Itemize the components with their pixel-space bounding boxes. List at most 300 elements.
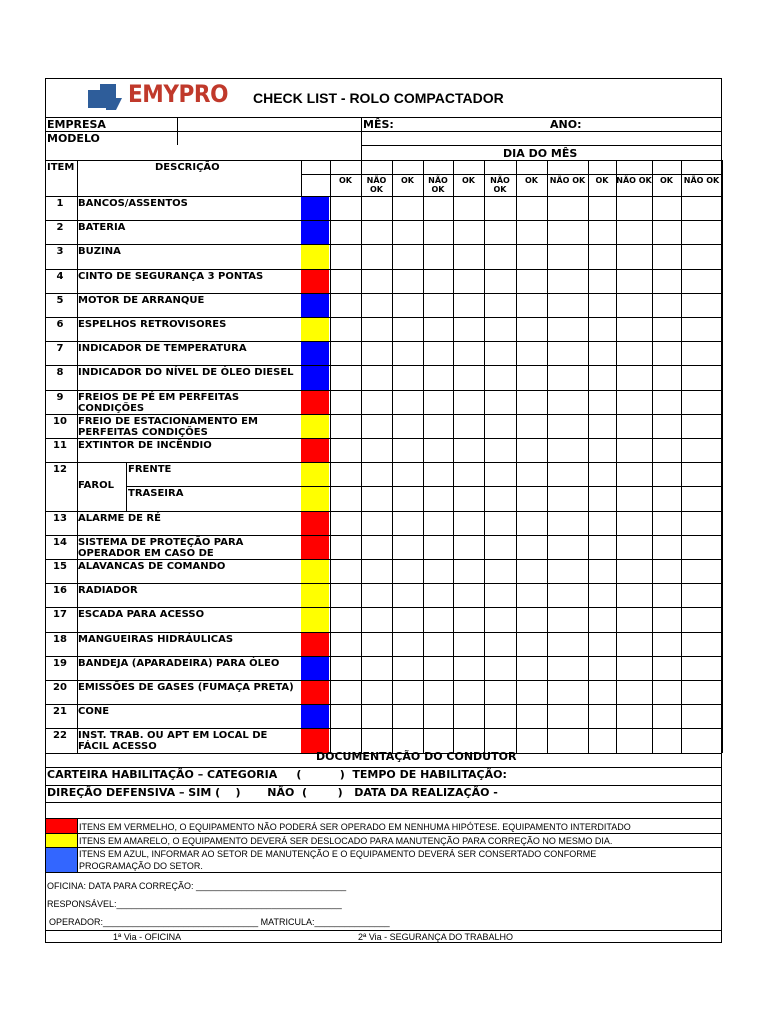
check-cell[interactable] (454, 245, 483, 267)
check-cell[interactable] (454, 536, 483, 558)
check-cell[interactable] (517, 366, 546, 388)
check-cell[interactable] (485, 245, 515, 267)
check-cell[interactable] (682, 560, 721, 582)
check-cell[interactable] (589, 318, 615, 340)
check-cell[interactable] (424, 681, 452, 703)
check-cell[interactable] (393, 197, 422, 219)
check-cell[interactable] (653, 342, 680, 364)
check-cell[interactable] (331, 294, 360, 316)
check-cell[interactable] (393, 270, 422, 292)
item-number: 21 (53, 706, 67, 718)
check-cell[interactable] (617, 633, 651, 655)
check-cell[interactable] (362, 245, 391, 267)
legend-yellow-swatch (46, 834, 77, 847)
check-cell[interactable] (424, 657, 452, 679)
check-cell[interactable] (485, 512, 515, 534)
check-cell[interactable] (682, 536, 721, 558)
check-cell[interactable] (485, 318, 515, 340)
check-cell[interactable] (548, 584, 587, 606)
check-cell[interactable] (589, 633, 615, 655)
check-cell[interactable] (485, 729, 515, 751)
check-cell[interactable] (485, 294, 515, 316)
check-cell[interactable] (682, 318, 721, 340)
check-cell[interactable] (331, 584, 360, 606)
check-cell[interactable] (653, 245, 680, 267)
check-cell[interactable] (424, 366, 452, 388)
check-cell[interactable] (548, 657, 587, 679)
item-number: 13 (53, 512, 67, 524)
check-cell[interactable] (682, 512, 721, 534)
check-cell[interactable] (331, 487, 360, 509)
check-cell[interactable] (589, 487, 615, 509)
check-cell[interactable] (617, 584, 651, 606)
check-cell[interactable] (682, 463, 721, 485)
check-cell[interactable] (485, 415, 515, 437)
check-cell[interactable] (682, 608, 721, 630)
check-cell[interactable] (548, 221, 587, 243)
check-cell[interactable] (485, 463, 515, 485)
operador-field[interactable]: OPERADOR:_______________________________ MATRICULA:_______________ (49, 917, 390, 927)
check-cell[interactable] (682, 487, 721, 509)
check-cell[interactable] (617, 729, 651, 751)
check-cell[interactable] (485, 681, 515, 703)
check-cell[interactable] (517, 463, 546, 485)
check-cell[interactable] (682, 657, 721, 679)
check-cell[interactable] (617, 366, 651, 388)
check-cell[interactable] (653, 318, 680, 340)
check-cell[interactable] (617, 512, 651, 534)
check-cell[interactable] (485, 584, 515, 606)
check-cell[interactable] (393, 391, 422, 413)
check-cell[interactable] (485, 657, 515, 679)
check-cell[interactable] (331, 245, 360, 267)
check-cell[interactable] (517, 197, 546, 219)
check-cell[interactable] (485, 560, 515, 582)
check-cell[interactable] (454, 342, 483, 364)
check-cell[interactable] (617, 245, 651, 267)
check-cell[interactable] (424, 318, 452, 340)
check-cell[interactable] (548, 536, 587, 558)
check-cell[interactable] (362, 415, 391, 437)
severity-swatch (301, 342, 329, 365)
check-cell[interactable] (393, 342, 422, 364)
check-cell[interactable] (331, 536, 360, 558)
check-cell[interactable] (362, 584, 391, 606)
check-cell[interactable] (653, 657, 680, 679)
check-cell[interactable] (454, 560, 483, 582)
check-cell[interactable] (548, 197, 587, 219)
check-cell[interactable] (454, 705, 483, 727)
check-cell[interactable] (331, 342, 360, 364)
check-cell[interactable] (548, 391, 587, 413)
check-cell[interactable] (331, 705, 360, 727)
check-cell[interactable] (617, 270, 651, 292)
check-cell[interactable] (548, 633, 587, 655)
check-cell[interactable] (617, 487, 651, 509)
check-cell[interactable] (653, 197, 680, 219)
check-cell[interactable] (485, 487, 515, 509)
check-cell[interactable] (653, 270, 680, 292)
check-cell[interactable] (589, 681, 615, 703)
check-cell[interactable] (517, 584, 546, 606)
check-cell[interactable] (424, 560, 452, 582)
check-cell[interactable] (548, 729, 587, 751)
check-cell[interactable] (617, 294, 651, 316)
check-cell[interactable] (517, 221, 546, 243)
check-cell[interactable] (362, 657, 391, 679)
day-column-header: NÃO OK (616, 176, 652, 185)
check-cell[interactable] (653, 729, 680, 751)
direcao-defensiva-line: DIREÇÃO DEFENSIVA – SIM ( ) NÃO ( ) DATA DA REALIZAÇÃO - (47, 786, 498, 799)
day-column-header: OK (525, 176, 538, 185)
check-cell[interactable] (424, 391, 452, 413)
check-cell[interactable] (682, 391, 721, 413)
check-cell[interactable] (548, 487, 587, 509)
check-cell[interactable] (589, 657, 615, 679)
item-sub-description: FRENTE (128, 464, 172, 476)
check-cell[interactable] (331, 633, 360, 655)
check-cell[interactable] (682, 270, 721, 292)
check-cell[interactable] (682, 584, 721, 606)
check-cell[interactable] (424, 270, 452, 292)
check-cell[interactable] (454, 439, 483, 461)
check-cell[interactable] (454, 270, 483, 292)
check-cell[interactable] (454, 197, 483, 219)
check-cell[interactable] (485, 705, 515, 727)
check-cell[interactable] (393, 681, 422, 703)
check-cell[interactable] (454, 294, 483, 316)
check-cell[interactable] (424, 584, 452, 606)
check-cell[interactable] (617, 681, 651, 703)
check-cell[interactable] (424, 487, 452, 509)
day-column-header: NÃO OK (549, 176, 586, 185)
check-cell[interactable] (362, 560, 391, 582)
item-description: BANCOS/ASSENTOS (78, 198, 188, 209)
check-cell[interactable] (362, 221, 391, 243)
check-cell[interactable] (393, 366, 422, 388)
check-cell[interactable] (362, 463, 391, 485)
check-cell[interactable] (393, 415, 422, 437)
check-cell[interactable] (548, 366, 587, 388)
check-cell[interactable] (517, 415, 546, 437)
check-cell[interactable] (617, 439, 651, 461)
check-cell[interactable] (485, 270, 515, 292)
check-cell[interactable] (393, 294, 422, 316)
check-cell[interactable] (331, 439, 360, 461)
check-cell[interactable] (682, 221, 721, 243)
severity-swatch (301, 366, 329, 389)
check-cell[interactable] (548, 245, 587, 267)
check-cell[interactable] (548, 294, 587, 316)
check-cell[interactable] (331, 197, 360, 219)
responsavel-field[interactable]: RESPONSÁVEL:_____________________________________________ (47, 899, 342, 909)
check-cell[interactable] (517, 560, 546, 582)
check-cell[interactable] (517, 536, 546, 558)
check-cell[interactable] (589, 197, 615, 219)
check-cell[interactable] (548, 463, 587, 485)
check-cell[interactable] (617, 415, 651, 437)
check-cell[interactable] (517, 294, 546, 316)
check-cell[interactable] (362, 536, 391, 558)
check-cell[interactable] (331, 415, 360, 437)
check-cell[interactable] (589, 705, 615, 727)
check-cell[interactable] (454, 608, 483, 630)
check-cell[interactable] (653, 536, 680, 558)
check-cell[interactable] (393, 705, 422, 727)
check-cell[interactable] (548, 415, 587, 437)
check-cell[interactable] (653, 366, 680, 388)
check-cell[interactable] (424, 512, 452, 534)
check-cell[interactable] (362, 318, 391, 340)
check-cell[interactable] (393, 221, 422, 243)
page-title: CHECK LIST - ROLO COMPACTADOR (253, 90, 504, 106)
check-cell[interactable] (589, 584, 615, 606)
check-cell[interactable] (548, 270, 587, 292)
check-cell[interactable] (653, 681, 680, 703)
check-cell[interactable] (424, 729, 452, 751)
check-cell[interactable] (454, 366, 483, 388)
check-cell[interactable] (362, 391, 391, 413)
check-cell[interactable] (424, 197, 452, 219)
check-cell[interactable] (331, 512, 360, 534)
check-cell[interactable] (589, 294, 615, 316)
check-cell[interactable] (393, 245, 422, 267)
check-cell[interactable] (653, 439, 680, 461)
check-cell[interactable] (517, 318, 546, 340)
check-cell[interactable] (485, 608, 515, 630)
check-cell[interactable] (485, 439, 515, 461)
check-cell[interactable] (653, 463, 680, 485)
check-cell[interactable] (331, 318, 360, 340)
check-cell[interactable] (548, 439, 587, 461)
check-cell[interactable] (589, 245, 615, 267)
check-cell[interactable] (617, 705, 651, 727)
check-cell[interactable] (589, 439, 615, 461)
ano-label: ANO: (550, 118, 582, 131)
check-cell[interactable] (517, 512, 546, 534)
check-cell[interactable] (454, 487, 483, 509)
item-description: BANDEJA (APARADEIRA) PARA ÓLEO (78, 657, 280, 669)
check-cell[interactable] (517, 729, 546, 751)
check-cell[interactable] (517, 705, 546, 727)
check-cell[interactable] (424, 633, 452, 655)
check-cell[interactable] (362, 197, 391, 219)
check-cell[interactable] (362, 729, 391, 751)
check-cell[interactable] (517, 245, 546, 267)
check-cell[interactable] (589, 342, 615, 364)
check-cell[interactable] (424, 463, 452, 485)
item-description: MOTOR DE ARRANQUE (78, 294, 205, 306)
check-cell[interactable] (485, 197, 515, 219)
check-cell[interactable] (617, 560, 651, 582)
check-cell[interactable] (617, 657, 651, 679)
check-cell[interactable] (393, 463, 422, 485)
check-cell[interactable] (589, 536, 615, 558)
check-cell[interactable] (331, 729, 360, 751)
check-cell[interactable] (589, 415, 615, 437)
check-cell[interactable] (682, 415, 721, 437)
check-cell[interactable] (393, 657, 422, 679)
check-cell[interactable] (589, 560, 615, 582)
check-cell[interactable] (331, 681, 360, 703)
check-cell[interactable] (393, 729, 422, 751)
check-cell[interactable] (589, 221, 615, 243)
check-cell[interactable] (362, 294, 391, 316)
check-cell[interactable] (682, 294, 721, 316)
check-cell[interactable] (424, 608, 452, 630)
check-cell[interactable] (331, 391, 360, 413)
check-cell[interactable] (331, 463, 360, 485)
item-description: INDICADOR DE TEMPERATURA (78, 343, 247, 355)
check-cell[interactable] (682, 729, 721, 751)
check-cell[interactable] (548, 342, 587, 364)
check-cell[interactable] (589, 270, 615, 292)
check-cell[interactable] (362, 270, 391, 292)
check-cell[interactable] (454, 318, 483, 340)
oficina-field[interactable]: OFICINA: DATA PARA CORREÇÃO: ______________________________ (47, 881, 347, 891)
check-cell[interactable] (682, 705, 721, 727)
check-cell[interactable] (454, 584, 483, 606)
check-cell[interactable] (424, 294, 452, 316)
check-cell[interactable] (653, 415, 680, 437)
check-cell[interactable] (331, 221, 360, 243)
check-cell[interactable] (393, 512, 422, 534)
check-cell[interactable] (362, 439, 391, 461)
check-cell[interactable] (617, 536, 651, 558)
check-cell[interactable] (617, 608, 651, 630)
check-cell[interactable] (653, 584, 680, 606)
check-cell[interactable] (653, 608, 680, 630)
check-cell[interactable] (517, 633, 546, 655)
check-cell[interactable] (589, 366, 615, 388)
severity-swatch (301, 391, 329, 414)
check-cell[interactable] (589, 729, 615, 751)
check-cell[interactable] (548, 560, 587, 582)
check-cell[interactable] (653, 633, 680, 655)
check-cell[interactable] (362, 342, 391, 364)
check-cell[interactable] (362, 366, 391, 388)
check-cell[interactable] (653, 512, 680, 534)
check-cell[interactable] (393, 633, 422, 655)
check-cell[interactable] (454, 512, 483, 534)
check-cell[interactable] (424, 221, 452, 243)
check-cell[interactable] (454, 391, 483, 413)
check-cell[interactable] (393, 560, 422, 582)
check-cell[interactable] (485, 221, 515, 243)
check-cell[interactable] (393, 608, 422, 630)
check-cell[interactable] (617, 221, 651, 243)
check-cell[interactable] (331, 608, 360, 630)
check-cell[interactable] (362, 512, 391, 534)
item-sub-description: TRASEIRA (128, 488, 184, 500)
check-cell[interactable] (653, 705, 680, 727)
check-cell[interactable] (424, 245, 452, 267)
day-column-header: OK (401, 176, 414, 185)
check-cell[interactable] (617, 342, 651, 364)
check-cell[interactable] (331, 270, 360, 292)
check-cell[interactable] (362, 608, 391, 630)
check-cell[interactable] (682, 342, 721, 364)
check-cell[interactable] (517, 608, 546, 630)
check-cell[interactable] (362, 705, 391, 727)
check-cell[interactable] (517, 342, 546, 364)
check-cell[interactable] (653, 221, 680, 243)
check-cell[interactable] (682, 366, 721, 388)
check-cell[interactable] (517, 681, 546, 703)
check-cell[interactable] (393, 318, 422, 340)
check-cell[interactable] (331, 366, 360, 388)
check-cell[interactable] (682, 197, 721, 219)
check-cell[interactable] (424, 439, 452, 461)
day-column-header: NÃO OK (366, 176, 387, 194)
check-cell[interactable] (517, 270, 546, 292)
check-cell[interactable] (454, 729, 483, 751)
check-cell[interactable] (393, 584, 422, 606)
check-cell[interactable] (393, 536, 422, 558)
check-cell[interactable] (548, 608, 587, 630)
check-cell[interactable] (589, 391, 615, 413)
check-cell[interactable] (548, 318, 587, 340)
check-cell[interactable] (424, 415, 452, 437)
check-cell[interactable] (454, 221, 483, 243)
check-cell[interactable] (424, 342, 452, 364)
check-cell[interactable] (454, 657, 483, 679)
check-cell[interactable] (362, 487, 391, 509)
check-cell[interactable] (682, 681, 721, 703)
check-cell[interactable] (617, 391, 651, 413)
check-cell[interactable] (589, 512, 615, 534)
check-cell[interactable] (589, 608, 615, 630)
check-cell[interactable] (485, 536, 515, 558)
check-cell[interactable] (653, 391, 680, 413)
check-cell[interactable] (617, 318, 651, 340)
check-cell[interactable] (617, 463, 651, 485)
check-cell[interactable] (617, 197, 651, 219)
check-cell[interactable] (548, 512, 587, 534)
check-cell[interactable] (393, 487, 422, 509)
check-cell[interactable] (517, 391, 546, 413)
check-cell[interactable] (331, 560, 360, 582)
check-cell[interactable] (589, 463, 615, 485)
check-cell[interactable] (362, 681, 391, 703)
check-cell[interactable] (517, 487, 546, 509)
check-cell[interactable] (517, 439, 546, 461)
check-cell[interactable] (393, 439, 422, 461)
check-cell[interactable] (424, 536, 452, 558)
check-cell[interactable] (454, 633, 483, 655)
check-cell[interactable] (454, 415, 483, 437)
check-cell[interactable] (548, 681, 587, 703)
check-cell[interactable] (653, 487, 680, 509)
check-cell[interactable] (454, 681, 483, 703)
check-cell[interactable] (424, 705, 452, 727)
check-cell[interactable] (331, 657, 360, 679)
check-cell[interactable] (485, 342, 515, 364)
check-cell[interactable] (653, 294, 680, 316)
check-cell[interactable] (485, 391, 515, 413)
check-cell[interactable] (485, 366, 515, 388)
check-cell[interactable] (653, 560, 680, 582)
check-cell[interactable] (682, 245, 721, 267)
severity-swatch (301, 584, 329, 607)
check-cell[interactable] (682, 439, 721, 461)
check-cell[interactable] (682, 633, 721, 655)
check-cell[interactable] (485, 633, 515, 655)
check-cell[interactable] (517, 657, 546, 679)
check-cell[interactable] (548, 705, 587, 727)
check-cell[interactable] (362, 633, 391, 655)
check-cell[interactable] (454, 463, 483, 485)
